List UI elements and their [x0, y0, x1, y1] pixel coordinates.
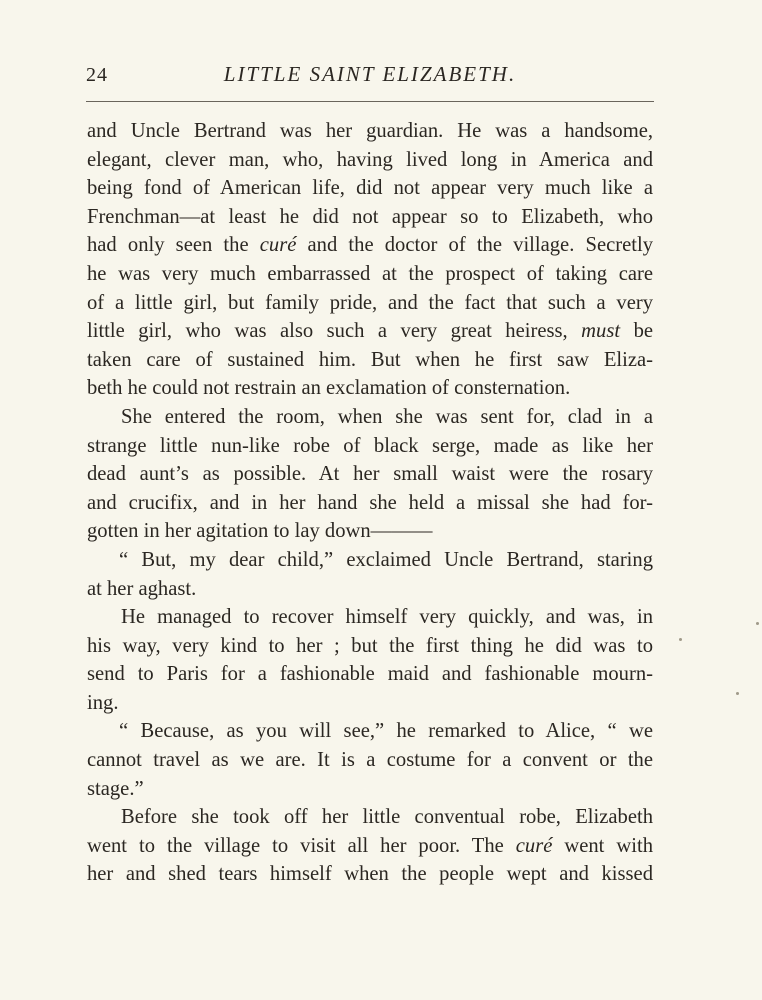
text-line: send to Paris for a fashionable maid and fashionable mourn- — [87, 663, 653, 686]
text-line: being fond of American life, did not appear very much like a — [87, 177, 653, 200]
page-header — [86, 62, 654, 92]
text-line: “ But, my dear child,” exclaimed Uncle Bertrand, staring — [119, 548, 653, 571]
header-rule — [86, 101, 654, 102]
text-line: of a little girl, but family pride, and the fact that such a very — [87, 291, 653, 314]
text-line: Before she took off her little conventual robe, Elizabeth — [121, 806, 653, 829]
text-line: ing. — [87, 691, 119, 714]
text-line: her and shed tears himself when the people wept and kissed — [87, 863, 653, 886]
text-line: had only seen the curé and the doctor of the village. Secretly — [87, 234, 653, 257]
text-line: cannot travel as we are. It is a costume for a convent or the — [87, 749, 653, 772]
text-line: taken care of sustained him. But when he first saw Eliza- — [87, 348, 653, 371]
paper-speck — [756, 622, 759, 625]
text-line: Frenchman—at least he did not appear so to Elizabeth, who — [87, 205, 653, 228]
text-line: strange little nun-like robe of black serge, made as like her — [87, 434, 653, 457]
text-line: beth he could not restrain an exclamation of consternation. — [87, 377, 571, 400]
text-line: his way, very kind to her ; but the first thing he did was to — [87, 634, 653, 657]
paper-speck — [736, 692, 739, 695]
paper-speck — [679, 638, 682, 641]
text-line: elegant, clever man, who, having lived long in America and — [87, 148, 653, 171]
body-text — [87, 117, 653, 889]
text-line: “ Because, as you will see,” he remarked to Alice, “ we — [119, 720, 653, 743]
text-line: gotten in her agitation to lay down——— — [87, 520, 433, 543]
text-line: went to the village to visit all her poor. The curé went with — [87, 834, 653, 857]
text-line: he was very much embarrassed at the prospect of taking care — [87, 262, 653, 285]
text-line: and crucifix, and in her hand she held a missal she had for- — [87, 491, 653, 514]
text-line: little girl, who was also such a very great heiress, must be — [87, 320, 654, 343]
text-line: dead aunt’s as possible. At her small waist were the rosary — [87, 463, 653, 486]
page-number: 24 — [86, 64, 108, 86]
text-line: She entered the room, when she was sent for, clad in a — [121, 405, 653, 428]
text-line: He managed to recover himself very quickly, and was, in — [121, 606, 653, 629]
text-line: stage.” — [87, 777, 144, 800]
text-line: at her aghast. — [87, 577, 197, 600]
text-line: and Uncle Bertrand was her guardian. He was a handsome, — [87, 120, 653, 142]
running-title: LITTLE SAINT ELIZABETH. — [223, 62, 517, 86]
